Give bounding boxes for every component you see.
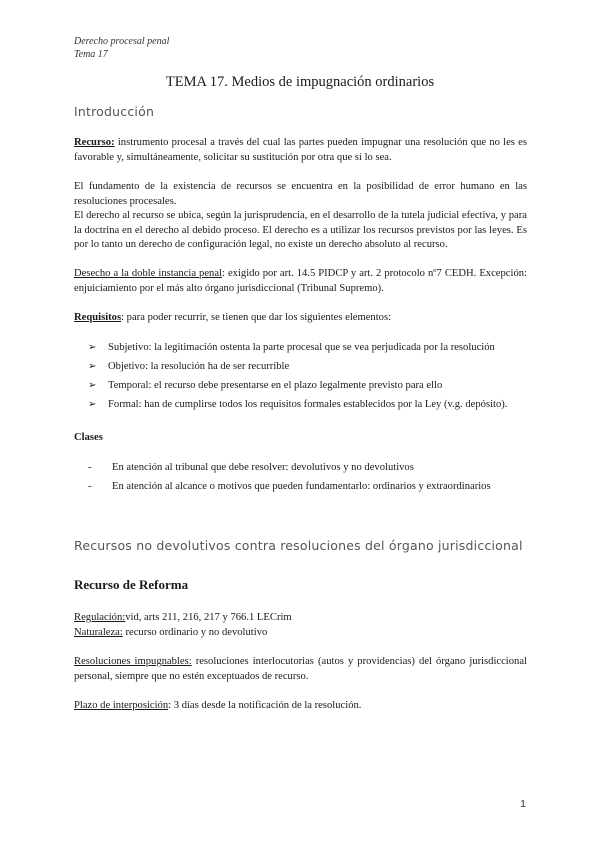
arrow-bullet-icon: ➢ [88, 380, 97, 391]
regulacion-line [74, 611, 527, 626]
resoluciones-label: Resoluciones impugnables: [74, 656, 192, 667]
arrow-bullet-icon: ➢ [88, 399, 97, 410]
page-title: TEMA 17. Medios de impugnación ordinarios [165, 74, 435, 90]
naturaleza-label: Naturaleza: [74, 627, 123, 638]
doble-instancia-label: Desecho a la doble instancia penal [74, 268, 222, 279]
list-item: ➢ Formal: han de cumplirse todos los requisitos formales establecidos por la Ley (v.g. depósito). [88, 399, 508, 410]
requisitos-list [88, 341, 538, 417]
header-subject: Derecho procesal penal [74, 36, 170, 47]
regulacion-label: Regulación: [74, 612, 126, 623]
plazo-label: Plazo de interposición [74, 700, 169, 711]
header-tema: Tema 17 [74, 49, 108, 60]
plazo-line [74, 699, 527, 714]
section2-heading: Recursos no devolutivos contra resoluciones del órgano jurisdiccional [74, 538, 523, 553]
reforma-heading: Recurso de Reforma [74, 577, 189, 592]
recurso-text: instrumento procesal a través del cual las partes pueden impugnar una resolución que no les es favorable y, simultáneamente, solicitar su sustitución por otra que sí lo sea. [74, 137, 527, 163]
requisitos-label: Requisitos [74, 312, 122, 323]
naturaleza-line [74, 626, 527, 641]
naturaleza-text: recurso ordinario y no devolutivo [122, 627, 268, 638]
recurso-label: Recurso: [74, 137, 115, 148]
intro-heading: Introducción [74, 104, 155, 119]
clases-list [88, 461, 538, 499]
recurso-definition [74, 136, 527, 165]
doble-instancia-text: : exigido por art. 14.5 PIDCP y art. 2 protocolo nº7 CEDH. Excepción: enjuiciamiento por el más alto órgano jurisdiccional (Tribunal Supremo). [74, 268, 527, 294]
clases-heading: Clases [74, 432, 103, 443]
regulacion-text: vid, arts 211, 216, 217 y 766.1 LECrim [125, 612, 292, 623]
resoluciones-paragraph [74, 655, 527, 684]
fundamento-p2: El derecho al recurso se ubica, según la jurisprudencia, en el desarrollo de la tutela judicial efectiva, y para la doctrina en el derecho al debido proceso. El derecho es a utilizar los recursos previstos por las leyes. Es por lo tanto un derecho de configuración legal, no existe un derecho absoluto al recurso. [74, 210, 527, 251]
list-item: - En atención al alcance o motivos que pueden fundamentarlo: ordinarios y extraordinarios [88, 481, 491, 492]
page-number: 1 [520, 798, 526, 810]
dash-bullet-icon: - [88, 462, 92, 473]
dash-bullet-icon: - [88, 481, 92, 492]
arrow-bullet-icon: ➢ [88, 342, 97, 353]
requisitos-text: : para poder recurrir, se tienen que dar los siguientes elementos: [121, 312, 392, 323]
doble-instancia-paragraph [74, 267, 527, 296]
list-item: ➢ Objetivo: la resolución ha de ser recurrible [88, 361, 290, 372]
list-item: ➢ Subjetivo: la legitimación ostenta la parte procesal que se vea perjudicada por la resolución [88, 342, 495, 353]
plazo-text: : 3 días desde la notificación de la resolución. [168, 700, 362, 711]
requisitos-intro [74, 311, 527, 326]
list-item: - En atención al tribunal que debe resolver: devolutivos y no devolutivos [88, 462, 414, 473]
fundamento-p1: El fundamento de la existencia de recursos se encuentra en la posibilidad de error humano en las resoluciones procesales. [74, 181, 527, 207]
resoluciones-text: resoluciones interlocutorias (autos y providencias) del órgano jurisdiccional personal, siempre que no estén exceptuados de recurso. [74, 656, 527, 682]
list-item: ➢ Temporal: el recurso debe presentarse en el plazo legalmente previsto para ello [88, 380, 443, 391]
arrow-bullet-icon: ➢ [88, 361, 97, 372]
